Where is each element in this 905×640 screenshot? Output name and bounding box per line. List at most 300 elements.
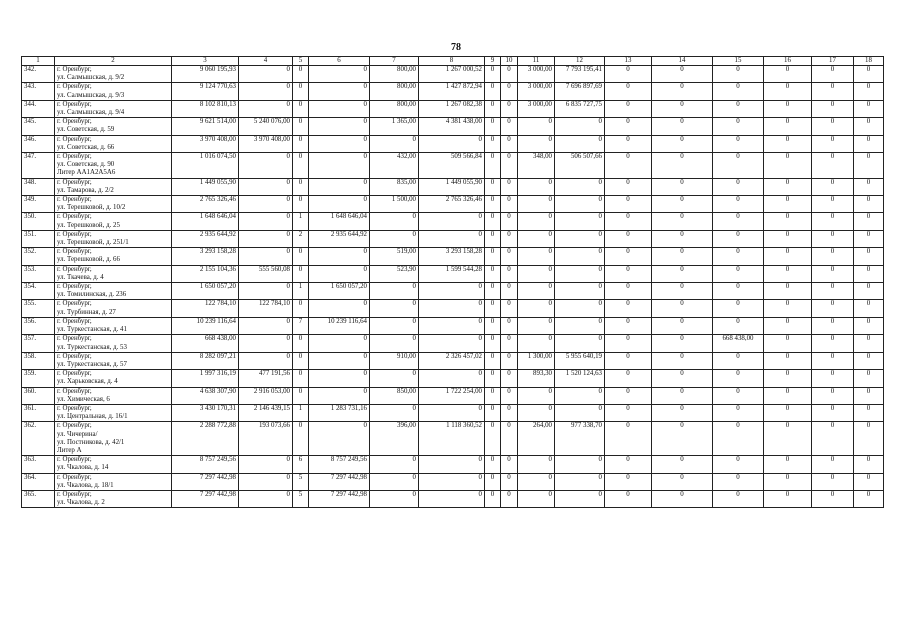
value-cell: 7 297 442,98 [172,473,239,490]
value-cell: 0 [764,490,812,507]
value-cell: 0 [555,387,605,404]
value-cell: 0 [501,118,518,135]
table-row [22,196,884,213]
address-cell [55,135,172,152]
value-cell: 0 [764,317,812,334]
table-row [22,265,884,282]
header-cell: 18 [854,57,884,66]
header-cell: 1 [22,57,55,66]
address-line: ул. Чкалова, д. 14 [57,464,109,472]
value-cell: 3 430 170,31 [172,404,239,421]
value-cell: 0 [293,335,309,352]
value-cell: 0 [764,230,812,247]
value-cell: 0 [419,230,485,247]
row-number: 349. [22,196,55,213]
value-cell: 0 [555,404,605,421]
address-cell [55,335,172,352]
value-cell: 0 [239,153,293,179]
row-number: 348. [22,178,55,195]
address-line: ул. Харьковская, д. 4 [57,378,118,386]
value-cell: 0 [485,213,501,230]
address-cell [55,196,172,213]
address-cell [55,283,172,300]
value-cell: 0 [812,283,854,300]
value-cell: 1 [293,283,309,300]
value-cell: 0 [652,387,713,404]
value-cell: 0 [485,456,501,473]
value-cell: 0 [501,387,518,404]
value-cell: 668 438,00 [172,335,239,352]
value-cell: 0 [518,135,555,152]
value-cell: 8 282 097,21 [172,352,239,369]
row-number: 355. [22,300,55,317]
value-cell: 1 300,00 [518,352,555,369]
value-cell: 523,90 [370,265,419,282]
value-cell: 0 [854,196,884,213]
value-cell: 0 [713,473,764,490]
row-number: 363. [22,456,55,473]
address-line: ул. Салмышская, д. 9/3 [57,91,125,99]
value-cell: 0 [501,490,518,507]
value-cell: 800,00 [370,66,419,83]
value-cell: 0 [239,100,293,117]
address-line: г. Оренбург, [57,317,92,325]
row-number: 356. [22,317,55,334]
value-cell: 0 [854,490,884,507]
value-cell: 0 [419,456,485,473]
value-cell: 1 449 055,90 [172,178,239,195]
table-row [22,387,884,404]
address-line: г. Оренбург, [57,352,92,360]
value-cell: 893,30 [518,370,555,387]
value-cell: 0 [854,66,884,83]
value-cell: 0 [293,300,309,317]
value-cell: 0 [854,300,884,317]
value-cell: 0 [239,317,293,334]
value-cell: 0 [518,213,555,230]
value-cell: 5 240 076,00 [239,118,293,135]
value-cell: 0 [652,422,713,456]
value-cell: 0 [370,370,419,387]
row-number: 346. [22,135,55,152]
value-cell: 0 [652,135,713,152]
value-cell: 0 [652,178,713,195]
value-cell: 4 381 438,00 [419,118,485,135]
value-cell: 0 [419,490,485,507]
value-cell: 1 648 646,04 [172,213,239,230]
value-cell: 0 [605,248,652,265]
value-cell: 0 [501,456,518,473]
value-cell: 0 [812,178,854,195]
value-cell: 0 [419,317,485,334]
value-cell: 0 [652,352,713,369]
value-cell: 0 [854,100,884,117]
header-cell: 8 [419,57,485,66]
value-cell: 0 [501,66,518,83]
value-cell: 122 784,10 [239,300,293,317]
table-row [22,283,884,300]
value-cell: 0 [605,66,652,83]
address-line: Литер А [57,446,82,454]
value-cell: 0 [293,118,309,135]
value-cell: 0 [812,66,854,83]
value-cell: 0 [485,335,501,352]
value-cell: 0 [605,196,652,213]
value-cell: 0 [239,490,293,507]
address-line: г. Оренбург, [57,230,92,238]
value-cell: 0 [812,404,854,421]
value-cell: 1 [293,213,309,230]
value-cell: 0 [485,83,501,100]
value-cell: 0 [555,265,605,282]
value-cell: 0 [370,213,419,230]
value-cell: 0 [713,300,764,317]
value-cell: 9 060 195,93 [172,66,239,83]
address-line: г. Оренбург, [57,248,92,256]
address-cell [55,370,172,387]
value-cell: 2 288 772,88 [172,422,239,456]
address-line: г. Оренбург, [57,66,92,73]
value-cell: 0 [652,230,713,247]
value-cell: 0 [239,178,293,195]
address-cell [55,352,172,369]
value-cell: 0 [518,248,555,265]
row-number: 360. [22,387,55,404]
value-cell: 0 [854,387,884,404]
value-cell: 0 [812,300,854,317]
value-cell: 977 338,70 [555,422,605,456]
value-cell: 3 000,00 [518,83,555,100]
value-cell: 1 650 057,20 [309,283,370,300]
value-cell: 0 [501,248,518,265]
value-cell: 0 [555,135,605,152]
value-cell: 0 [419,370,485,387]
value-cell: 0 [555,300,605,317]
table-row [22,352,884,369]
value-cell: 0 [293,83,309,100]
value-cell: 0 [555,230,605,247]
value-cell: 0 [518,283,555,300]
header-cell: 7 [370,57,419,66]
value-cell: 0 [605,473,652,490]
value-cell: 3 293 158,28 [419,248,485,265]
address-line: ул. Центральная, д. 16/1 [57,413,128,421]
value-cell: 0 [713,213,764,230]
address-cell [55,490,172,507]
address-line: ул. Салмышская, д. 9/4 [57,109,125,117]
value-cell: 0 [485,370,501,387]
address-line: г. Оренбург, [57,422,92,430]
value-cell: 264,00 [518,422,555,456]
value-cell: 0 [419,473,485,490]
value-cell: 0 [713,196,764,213]
address-cell [55,317,172,334]
value-cell: 0 [518,118,555,135]
table-row [22,213,884,230]
value-cell: 0 [419,135,485,152]
row-number: 361. [22,404,55,421]
address-line: г. Оренбург, [57,404,92,412]
value-cell: 0 [309,100,370,117]
value-cell: 0 [605,300,652,317]
value-cell: 506 507,66 [555,153,605,179]
address-cell [55,153,172,179]
value-cell: 0 [713,83,764,100]
value-cell: 0 [764,335,812,352]
value-cell: 0 [812,118,854,135]
value-cell: 5 [293,490,309,507]
value-cell: 0 [713,100,764,117]
value-cell: 0 [812,196,854,213]
value-cell: 1 599 544,28 [419,265,485,282]
value-cell: 0 [239,283,293,300]
address-cell [55,422,172,456]
value-cell: 0 [485,490,501,507]
address-line: ул. Терешковой, д. 25 [57,221,120,229]
value-cell: 0 [854,178,884,195]
value-cell: 396,00 [370,422,419,456]
value-cell: 0 [518,490,555,507]
address-line: ул. Терешковой, д. 251/1 [57,239,129,247]
value-cell: 0 [764,300,812,317]
value-cell: 8 757 249,56 [172,456,239,473]
value-cell: 0 [764,100,812,117]
value-cell: 0 [239,248,293,265]
address-line: г. Оренбург, [57,300,92,308]
row-number: 357. [22,335,55,352]
address-line: ул. Туркестанская, д. 53 [57,343,127,351]
table-row [22,83,884,100]
table-row [22,153,884,179]
value-cell: 0 [652,100,713,117]
value-cell: 0 [764,265,812,282]
value-cell: 0 [370,456,419,473]
value-cell: 0 [239,196,293,213]
table-row [22,230,884,247]
value-cell: 0 [854,456,884,473]
value-cell: 2 916 053,00 [239,387,293,404]
value-cell: 0 [501,317,518,334]
value-cell: 5 955 640,19 [555,352,605,369]
value-cell: 0 [485,352,501,369]
value-cell: 7 297 442,98 [309,490,370,507]
value-cell: 0 [652,153,713,179]
value-cell: 910,00 [370,352,419,369]
value-cell: 0 [370,404,419,421]
value-cell: 800,00 [370,83,419,100]
value-cell: 0 [309,178,370,195]
value-cell: 0 [485,196,501,213]
value-cell: 0 [713,153,764,179]
value-cell: 0 [652,213,713,230]
value-cell: 0 [293,178,309,195]
address-line: ул. Чкалова, д. 18/1 [57,481,114,489]
value-cell: 0 [713,387,764,404]
value-cell: 0 [713,66,764,83]
value-cell: 1 449 055,90 [419,178,485,195]
address-cell [55,100,172,117]
value-cell: 6 835 727,75 [555,100,605,117]
value-cell: 0 [485,265,501,282]
value-cell: 0 [518,230,555,247]
value-cell: 835,00 [370,178,419,195]
value-cell: 1 [293,404,309,421]
value-cell: 0 [812,335,854,352]
header-row [22,57,884,66]
value-cell: 0 [764,370,812,387]
value-cell: 0 [812,352,854,369]
value-cell: 0 [485,248,501,265]
header-cell: 10 [501,57,518,66]
address-cell [55,118,172,135]
value-cell: 1 520 124,63 [555,370,605,387]
address-line: г. Оренбург, [57,335,92,343]
address-line: ул. Салмышская, д. 9/2 [57,74,125,82]
table-row [22,370,884,387]
value-cell: 7 696 897,69 [555,83,605,100]
address-line: ул. Химическая, 6 [57,395,110,403]
value-cell: 0 [501,352,518,369]
value-cell: 0 [518,404,555,421]
address-line: г. Оренбург, [57,135,92,143]
value-cell: 0 [812,317,854,334]
value-cell: 7 297 442,98 [172,490,239,507]
value-cell: 0 [713,248,764,265]
table-row [22,456,884,473]
value-cell: 0 [652,118,713,135]
value-cell: 348,00 [518,153,555,179]
address-cell [55,300,172,317]
value-cell: 0 [518,335,555,352]
value-cell: 0 [812,370,854,387]
value-cell: 9 621 514,00 [172,118,239,135]
value-cell: 0 [239,473,293,490]
value-cell: 9 124 770,63 [172,83,239,100]
value-cell: 0 [555,196,605,213]
value-cell: 0 [518,178,555,195]
value-cell: 0 [812,213,854,230]
value-cell: 0 [764,178,812,195]
value-cell: 3 970 408,00 [239,135,293,152]
value-cell: 0 [652,404,713,421]
address-line: ул. Терешковой, д. 66 [57,256,120,264]
address-cell [55,456,172,473]
value-cell: 0 [555,283,605,300]
value-cell: 0 [309,118,370,135]
value-cell: 2 146 439,15 [239,404,293,421]
header-cell: 6 [309,57,370,66]
header-cell: 5 [293,57,309,66]
row-number: 351. [22,230,55,247]
value-cell: 0 [555,248,605,265]
address-cell [55,265,172,282]
value-cell: 0 [485,153,501,179]
value-cell: 0 [652,473,713,490]
address-line: г. Оренбург, [57,283,92,291]
value-cell: 0 [370,135,419,152]
row-number: 350. [22,213,55,230]
value-cell: 0 [764,213,812,230]
address-line: ул. Советская, д. 59 [57,126,115,134]
value-cell: 0 [812,422,854,456]
value-cell: 0 [501,335,518,352]
value-cell: 0 [485,283,501,300]
address-line: г. Оренбург, [57,153,92,161]
value-cell: 0 [501,83,518,100]
address-line: г. Оренбург, [57,213,92,221]
header-cell: 16 [764,57,812,66]
value-cell: 0 [309,153,370,179]
address-cell [55,387,172,404]
value-cell: 0 [812,83,854,100]
value-cell: 0 [764,153,812,179]
value-cell: 0 [713,265,764,282]
value-cell: 0 [854,283,884,300]
value-cell: 0 [713,370,764,387]
table-row [22,404,884,421]
value-cell: 0 [652,265,713,282]
value-cell: 2 155 104,36 [172,265,239,282]
header-cell: 11 [518,57,555,66]
value-cell: 0 [309,370,370,387]
value-cell: 0 [713,230,764,247]
value-cell: 0 [812,490,854,507]
value-cell: 0 [555,456,605,473]
value-cell: 0 [764,135,812,152]
value-cell: 122 784,10 [172,300,239,317]
value-cell: 0 [293,352,309,369]
value-cell: 10 239 116,64 [309,317,370,334]
header-cell: 14 [652,57,713,66]
value-cell: 3 000,00 [518,100,555,117]
value-cell: 477 191,56 [239,370,293,387]
address-line: ул. Ткачева, д. 4 [57,273,104,281]
value-cell: 0 [812,135,854,152]
row-number: 343. [22,83,55,100]
value-cell: 0 [764,118,812,135]
value-cell: 0 [309,196,370,213]
value-cell: 193 073,66 [239,422,293,456]
value-cell: 0 [419,404,485,421]
value-cell: 0 [854,135,884,152]
address-line: ул. Туркестанская, д. 57 [57,360,127,368]
value-cell: 0 [713,118,764,135]
value-cell: 0 [764,473,812,490]
value-cell: 0 [854,404,884,421]
value-cell: 0 [501,404,518,421]
value-cell: 3 970 408,00 [172,135,239,152]
value-cell: 0 [605,387,652,404]
value-cell: 0 [764,248,812,265]
value-cell: 519,00 [370,248,419,265]
value-cell: 5 [293,473,309,490]
address-cell [55,66,172,83]
value-cell: 0 [518,473,555,490]
value-cell: 0 [501,473,518,490]
address-cell [55,248,172,265]
value-cell: 0 [518,387,555,404]
table-row [22,100,884,117]
table-row [22,66,884,83]
value-cell: 0 [293,265,309,282]
value-cell: 0 [370,490,419,507]
value-cell: 0 [501,100,518,117]
value-cell: 3 293 158,28 [172,248,239,265]
value-cell: 0 [518,317,555,334]
value-cell: 0 [605,100,652,117]
address-line: г. Оренбург, [57,490,92,498]
value-cell: 0 [812,153,854,179]
